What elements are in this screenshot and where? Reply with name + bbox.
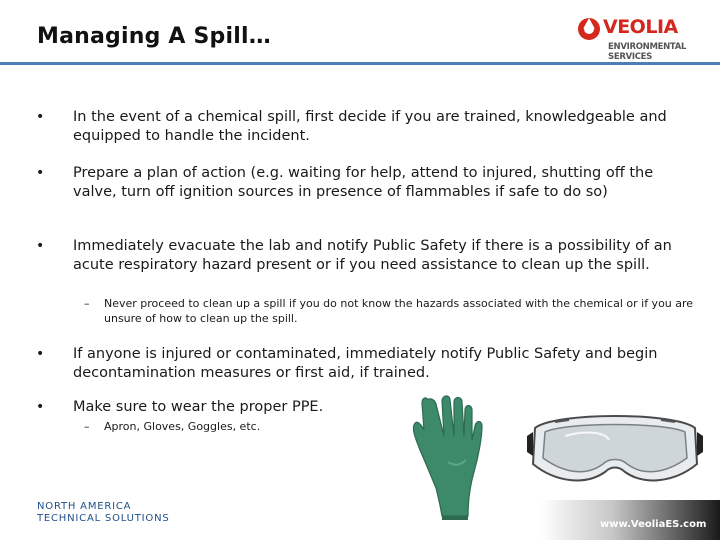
bullet-marker: • [36, 399, 45, 415]
sub-bullet-text: Never proceed to clean up a spill if you do not know the hazards associated with the chemical or if you are unsure of how to clean up the spill. [104, 297, 694, 325]
footer-division-line-1: NORTH AMERICA [37, 501, 132, 512]
bullet-marker: • [36, 346, 45, 362]
veolia-logo-mark-icon [576, 16, 602, 42]
sub-bullet-text: Apron, Gloves, Goggles, etc. [104, 420, 261, 433]
sub-bullet-marker: – [84, 297, 90, 310]
footer-division [37, 501, 170, 525]
bullet-marker: • [36, 109, 45, 125]
bullet-marker: • [36, 238, 45, 254]
logo-line-1: ENVIRONMENTAL [608, 42, 687, 52]
bullet-text: If anyone is injured or contaminated, immediately notify Public Safety and begin decontamination measures or first aid, if trained. [73, 346, 658, 381]
logo-line-2: SERVICES [608, 52, 652, 62]
bullet-text: In the event of a chemical spill, first decide if you are trained, knowledgeable and equipped to handle the incident. [73, 109, 667, 144]
footer-division-line-2: TECHNICAL SOLUTIONS [37, 513, 170, 524]
bullet-text: Immediately evacuate the lab and notify Public Safety if there is a possibility of an acute respiratory hazard present or if you need assistance to clean up the spill. [73, 238, 672, 273]
bullet-marker: • [36, 165, 45, 181]
sub-bullet-marker: – [84, 420, 90, 433]
slide-title: Managing A Spill… [37, 24, 271, 49]
glove-image [398, 392, 508, 520]
bullet-text: Make sure to wear the proper PPE. [73, 399, 324, 415]
bullet-text: Prepare a plan of action (e.g. waiting for help, attend to injured, shutting off the valve, turn off ignition sources in presence of flammables if safe to do so) [73, 165, 654, 200]
goggles-image [525, 402, 705, 494]
footer-website-link[interactable]: www.VeoliaES.com [600, 519, 707, 530]
logo-brand: VEOLIA [603, 16, 678, 38]
veolia-logo [576, 12, 706, 64]
